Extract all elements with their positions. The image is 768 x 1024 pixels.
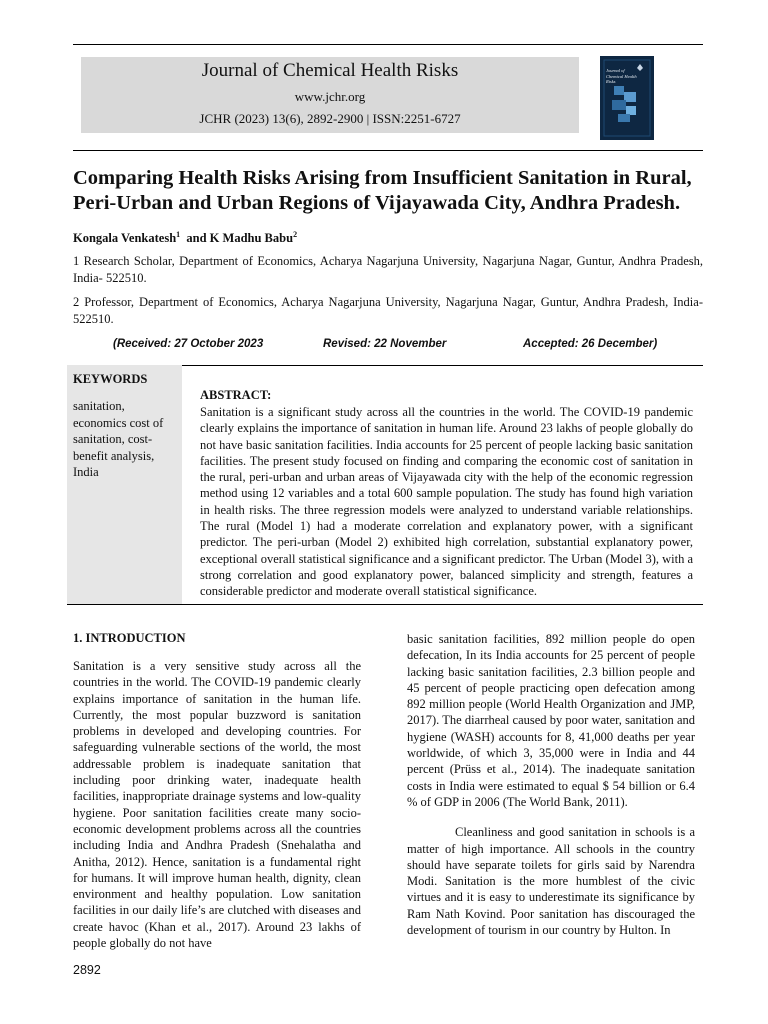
abstract-heading: ABSTRACT:: [200, 388, 272, 402]
keywords-box: [67, 365, 182, 604]
keywords-list: sanitation, economics cost of sanitation, cost-benefit analysis, India: [73, 399, 164, 479]
abstract-text: Sanitation is a significant study across all the countries in the world. The COVID-19 pandemic clearly explains the importance of sanitation in human life. Around 23 lakhs of people globally do not have basic sanitation facilities. India accounts for 25 percent of people lacking basic sanitation facilities. The present study focused on finding and comparing the economic cost of sanitation in the rural, peri-urban and urban areas of Vijayawada city with the help of the economic regression method using 12 variables and a total 600 sample population. The study has found high variation in health risks. The three regression models were analyzed to understand variable relationships. The rural (Model 1) had a moderate correlation and explanatory power, with a significant predictor. The peri-urban (Model 2) exhibited high correlation, substantial explanatory power, exceptional overall statistical significance and a significant predictor. The Urban (Model 3), with a strong correlation and good explanatory power, balanced simplicity and strength, features a considerable predictor and moderate overall statistical significance.: [200, 405, 694, 599]
journal-title: Journal of Chemical Health Risks: [201, 60, 459, 81]
accepted-date: Accepted: 26 December): [523, 338, 658, 350]
author-line: [73, 230, 297, 246]
journal-header-box: [81, 57, 579, 133]
abstract-bottom-rule: [67, 604, 703, 605]
keywords-heading: KEYWORDS: [73, 372, 148, 386]
section-heading-introduction: 1. INTRODUCTION: [73, 631, 186, 645]
left-column: [73, 658, 361, 951]
author-2: and K Madhu Babu: [186, 231, 294, 246]
intro-paragraph-left: Sanitation is a very sensitive study across all the countries in the world. The COVID-19 pandemic clearly explains importance of sanitation in the human life. Currently, the most popular buzzword is sanitation problems in developed and developing countries. For safeguarding vulnerable sections of the world, the most addressable problem is inadequate sanitation that including poor drinking water, inadequate health facilities, inappropriate drainage systems and low-quality hygiene. Poor sanitation facilities create many socio-economic development problems across all the countries including India and Andhra Pradesh (Snehalatha and Anitha, 2012). Hence, sanitation is a fundamental right for humans. It will improve human health, dignity, clean environment and healthy population. Low sanitation facilities in our daily life’s are clutched with diseases and create havoc (Khan et al., 2017). Around 23 lakhs of people globally do not have: [73, 659, 361, 951]
revised-date: Revised: 22 November: [323, 338, 447, 350]
journal-cover-image: [600, 56, 654, 140]
intro-paragraph-right-2: Cleanliness and good sanitation in schools is a matter of high importance. All schools in the country should have separate toilets for girls said by Narendra Modi. Sanitation is the more humblest of the civic virtues and it is easy to underestimate its significance by Ram Nath Kovind. Poor sanitation has discouraged the development of tourism in our country by Hulton. In: [407, 825, 695, 938]
received-date: (Received: 27 October 2023: [113, 338, 264, 350]
affiliation-1: 1 Research Scholar, Department of Economics, Acharya Nagarjuna University, Nagarjuna Nagar, Guntur, Andhra Pradesh, India- 522510.: [73, 254, 703, 285]
journal-url[interactable]: www.jchr.org: [294, 89, 366, 104]
intro-paragraph-right-1: basic sanitation facilities, 892 million people do open defecation, In its India accounts for 25 percent of people lacking basic sanitation facilities, 2.3 billion people and 45 percent of people practicing open defecation among 892 million people (World Health Organization and JMP, 2017). The diarrheal caused by poor water, sanitation and hygiene (WASH) accounts for 8, 41,000 deaths per year worldwide, of which 3, 35,000 were in India and 44 percent (Prüss et al., 2014). The inadequate sanitation costs in India were estimated to equal $ 54 billion or 6.4 % of GDP in 2006 (The World Bank, 2011).: [407, 632, 695, 809]
author-2-sup: 2: [293, 230, 298, 239]
page-number: 2892: [73, 963, 101, 977]
author-1-sup: 1: [176, 230, 181, 239]
header-bottom-rule: [73, 150, 703, 151]
journal-citation: JCHR (2023) 13(6), 2892-2900 | ISSN:2251-6727: [199, 111, 461, 126]
cover-title: Journal of Chemical Health Risks: [606, 68, 637, 84]
top-rule: [73, 44, 703, 45]
article-title: Comparing Health Risks Arising from Insufficient Sanitation in Rural, Peri-Urban and Urban Regions of Vijayawada City, Andhra Pradesh.: [73, 167, 692, 214]
author-1: Kongala Venkatesh: [73, 231, 177, 246]
affiliation-2: 2 Professor, Department of Economics, Acharya Nagarjuna University, Nagarjuna Nagar, Guntur, Andhra Pradesh, India-522510.: [73, 295, 703, 326]
right-column: [407, 631, 695, 938]
